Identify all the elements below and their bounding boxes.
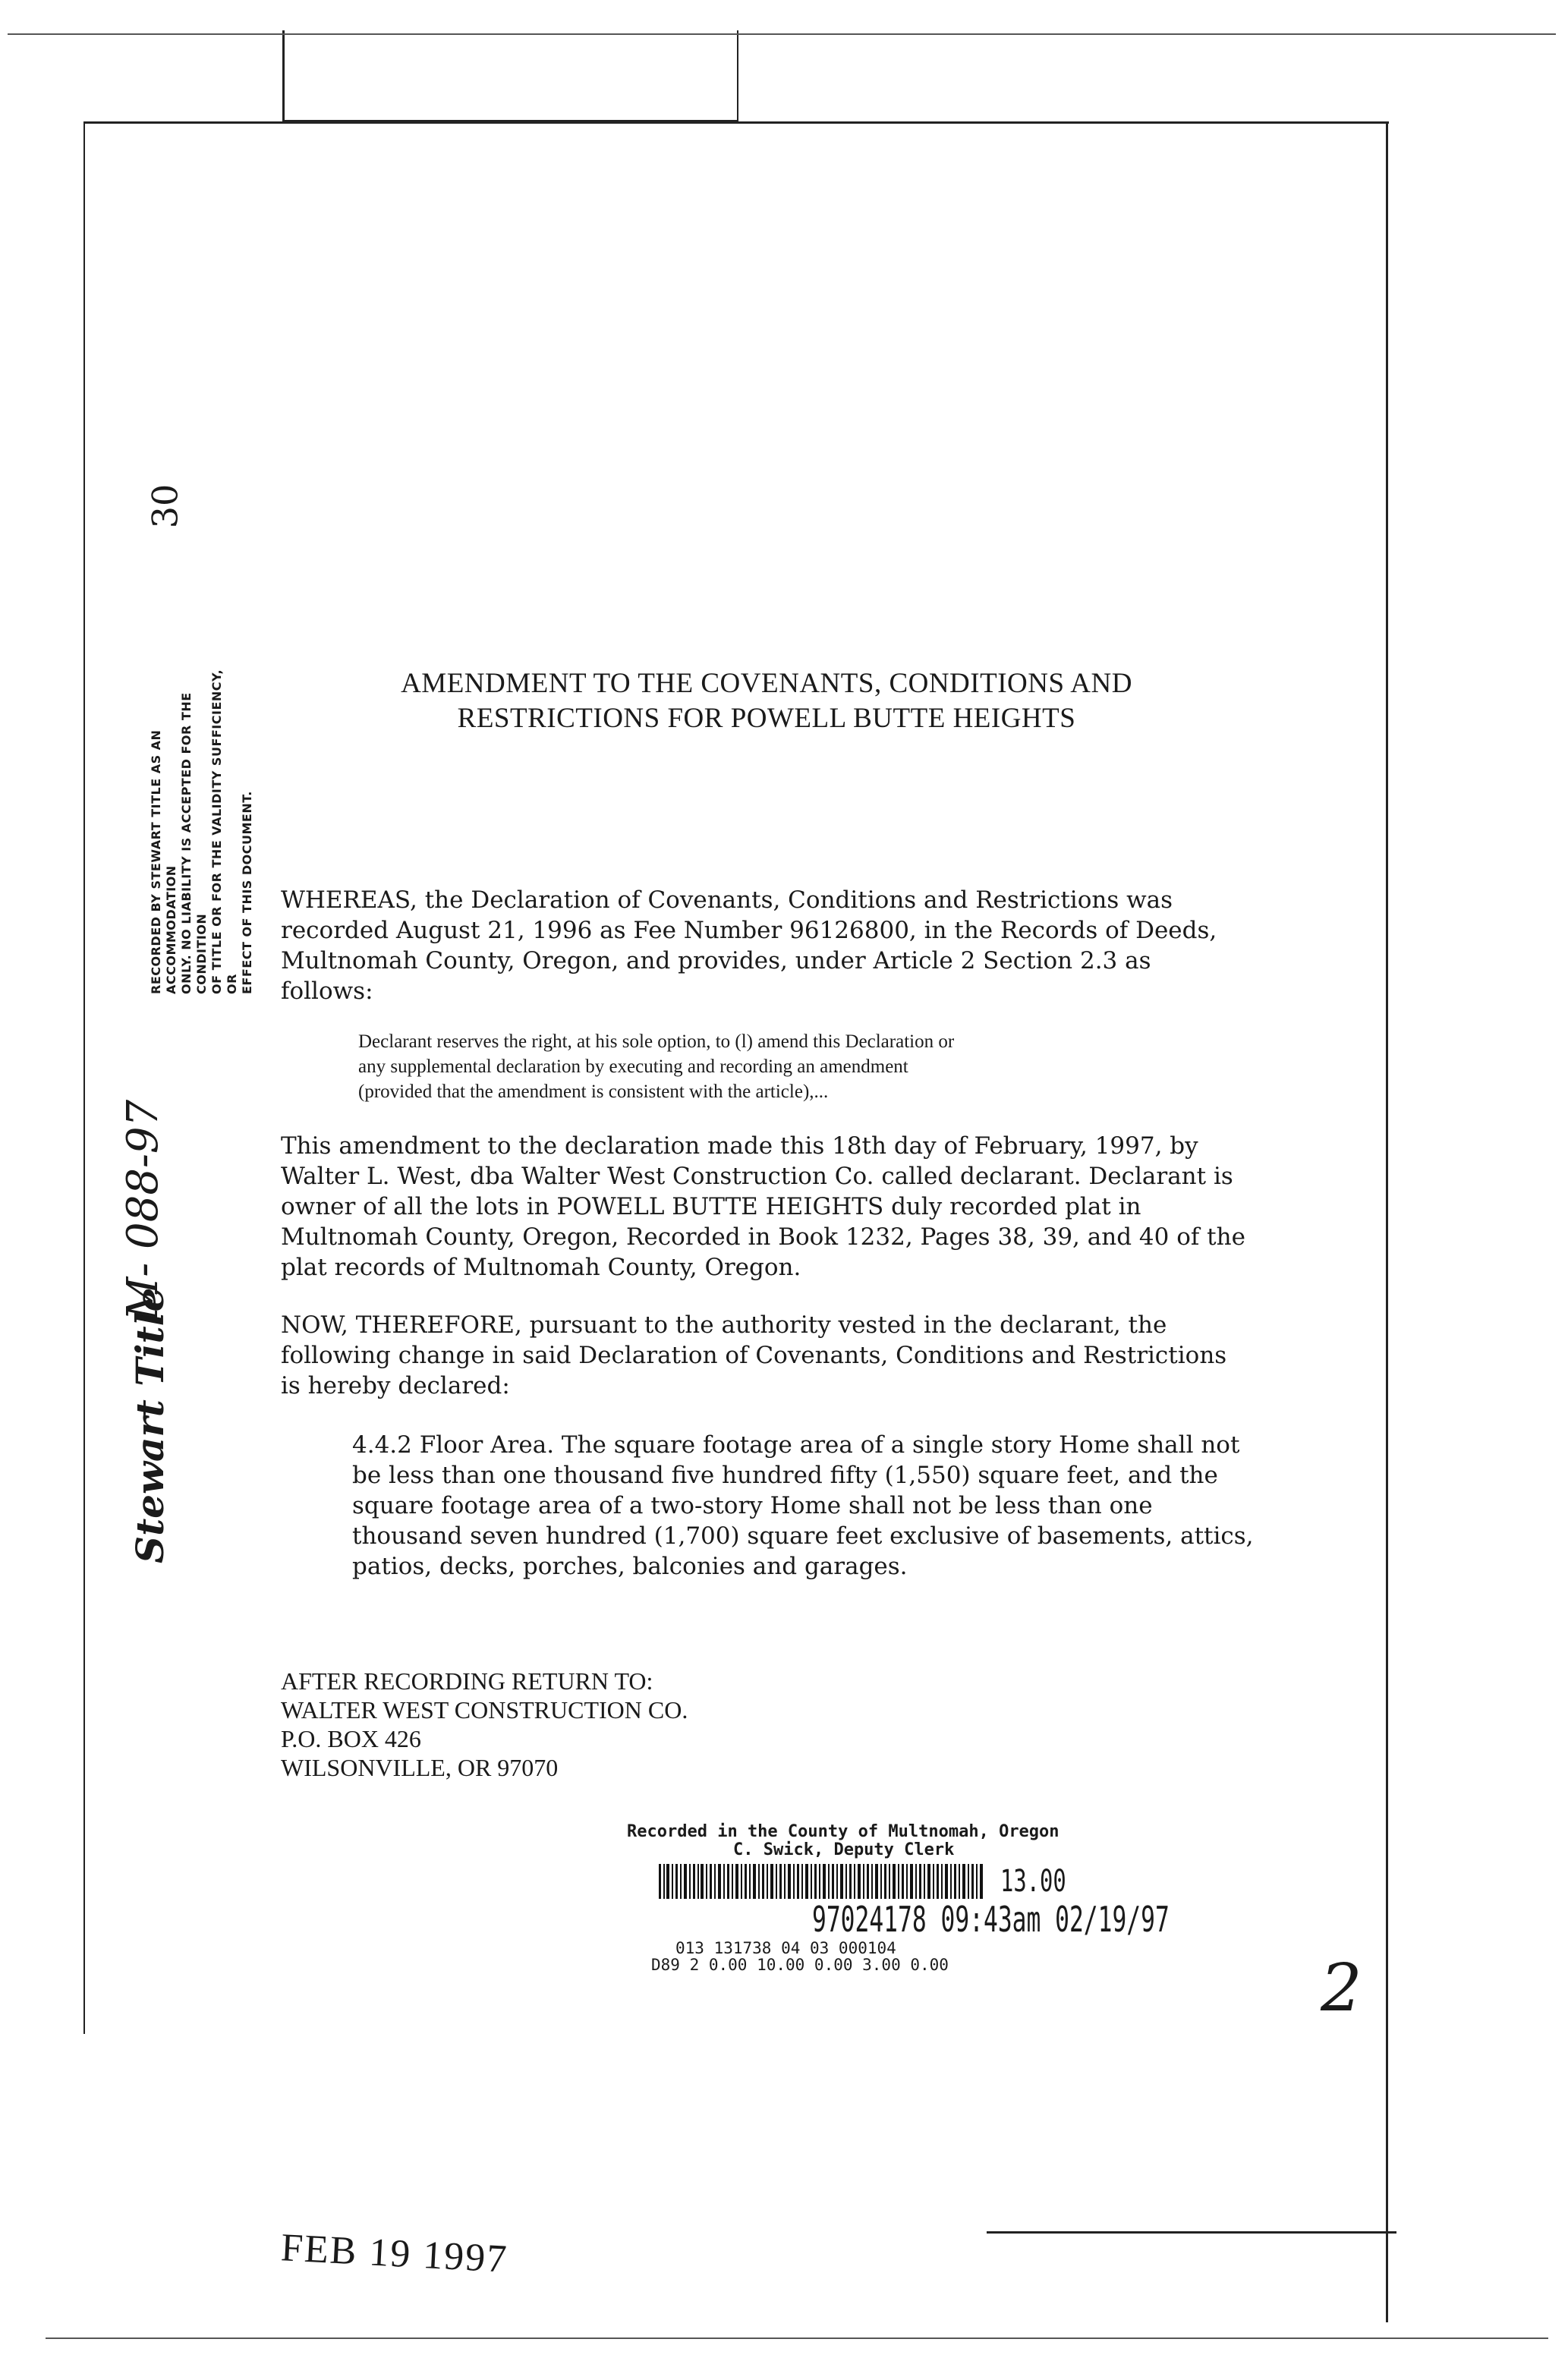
disclaimer-line: OF TITLE OR FOR THE VALIDITY SUFFICIENCY, OR xyxy=(209,669,239,994)
now-therefore-paragraph xyxy=(281,1310,1267,1401)
text-line: Walter L. West, dba Walter West Construction Co. called declarant. Declarant is xyxy=(281,1163,1233,1190)
text-line: following change in said Declaration of Covenants, Conditions and Restrictions xyxy=(281,1342,1227,1369)
stamp-fee-line: D89 2 0.00 10.00 0.00 3.00 0.00 xyxy=(651,1956,949,1974)
text-line: thousand seven hundred (1,700) square feet exclusive of basements, attics, xyxy=(352,1522,1254,1550)
text-line: owner of all the lots in POWELL BUTTE HEIGHTS duly recorded plat in xyxy=(281,1193,1141,1220)
bottom-right-line xyxy=(987,2231,1396,2234)
floor-area-section xyxy=(352,1430,1278,1582)
recording-fee: 13.00 xyxy=(1000,1864,1066,1899)
address-line: P.O. BOX 426 xyxy=(281,1725,421,1752)
text-line: patios, decks, porches, balconies and garages. xyxy=(352,1553,908,1580)
header-box xyxy=(282,30,738,122)
disclaimer-line: ONLY. NO LIABILITY IS ACCEPTED FOR THE CONDITION xyxy=(179,692,209,994)
address-line: AFTER RECORDING RETURN TO: xyxy=(281,1667,653,1695)
text-line: follows: xyxy=(281,978,373,1005)
left-frame-line xyxy=(83,121,85,2034)
title-line: RESTRICTIONS FOR POWELL BUTTE HEIGHTS xyxy=(457,703,1076,734)
text-line: plat records of Multnomah County, Oregon. xyxy=(281,1254,801,1281)
text-line: 4.4.2 Floor Area. The square footage area of a single story Home shall not xyxy=(352,1431,1240,1459)
text-line: Multnomah County, Oregon, and provides, under Article 2 Section 2.3 as xyxy=(281,947,1151,974)
recording-number: 97024178 09:43am 02/19/97 xyxy=(812,1899,1170,1940)
date-stamp: FEB 19 1997 xyxy=(279,2226,509,2281)
stamp-clerk-line: C. Swick, Deputy Clerk xyxy=(733,1840,955,1859)
recording-codes xyxy=(651,1940,949,1973)
page-number-handwritten: 2 xyxy=(1321,1950,1362,2026)
text-line: Multnomah County, Oregon, Recorded in Book 1232, Pages 38, 39, and 40 of the xyxy=(281,1223,1245,1251)
stamp-code-line: 013 131738 04 03 000104 xyxy=(675,1939,896,1957)
quote-line: any supplemental declaration by executing and recording an amendment xyxy=(358,1056,908,1077)
address-line: WALTER WEST CONSTRUCTION CO. xyxy=(281,1696,688,1724)
disclaimer-line: EFFECT OF THIS DOCUMENT. xyxy=(240,791,254,994)
declaration-quote xyxy=(358,1029,1148,1104)
whereas-paragraph xyxy=(281,885,1237,1006)
side-disclaimer xyxy=(149,645,255,994)
quote-line: Declarant reserves the right, at his sole option, to (l) amend this Declaration or xyxy=(358,1031,955,1052)
address-line: WILSONVILLE, OR 97070 xyxy=(281,1754,559,1781)
bottom-edge-line xyxy=(46,2338,1548,2339)
stamp-county-line: Recorded in the County of Multnomah, Oregon xyxy=(627,1822,1060,1841)
barcode xyxy=(659,1864,984,1899)
text-line: recorded August 21, 1996 as Fee Number 96126800, in the Records of Deeds, xyxy=(281,917,1217,944)
right-frame-line xyxy=(1386,121,1388,2322)
text-line: be less than one thousand five hundred fifty (1,550) square feet, and the xyxy=(352,1462,1218,1489)
amendment-paragraph xyxy=(281,1131,1267,1283)
disclaimer-line: RECORDED BY STEWART TITLE AS AN ACCOMMODATION xyxy=(149,729,178,994)
text-line: square footage area of a two-story Home shall not be less than one xyxy=(352,1492,1153,1519)
text-line: NOW, THEREFORE, pursuant to the authority vested in the declarant, the xyxy=(281,1311,1167,1339)
recording-stamp xyxy=(627,1823,1173,1859)
text-line: This amendment to the declaration made this 18th day of February, 1997, by xyxy=(281,1132,1198,1160)
text-line: is hereby declared: xyxy=(281,1372,510,1399)
quote-line: (provided that the amendment is consistent with the article),... xyxy=(358,1081,829,1102)
file-number-handwritten: M- 088-97 xyxy=(118,1099,168,1321)
title-line: AMENDMENT TO THE COVENANTS, CONDITIONS AND xyxy=(401,668,1132,699)
top-edge-line xyxy=(8,33,1556,35)
stewart-title-signature: Stewart Title xyxy=(128,1287,172,1563)
corner-handwritten-mark: 30 xyxy=(144,483,186,529)
text-line: WHEREAS, the Declaration of Covenants, Conditions and Restrictions was xyxy=(281,886,1173,914)
document-title xyxy=(334,666,1199,736)
return-address xyxy=(281,1667,888,1782)
